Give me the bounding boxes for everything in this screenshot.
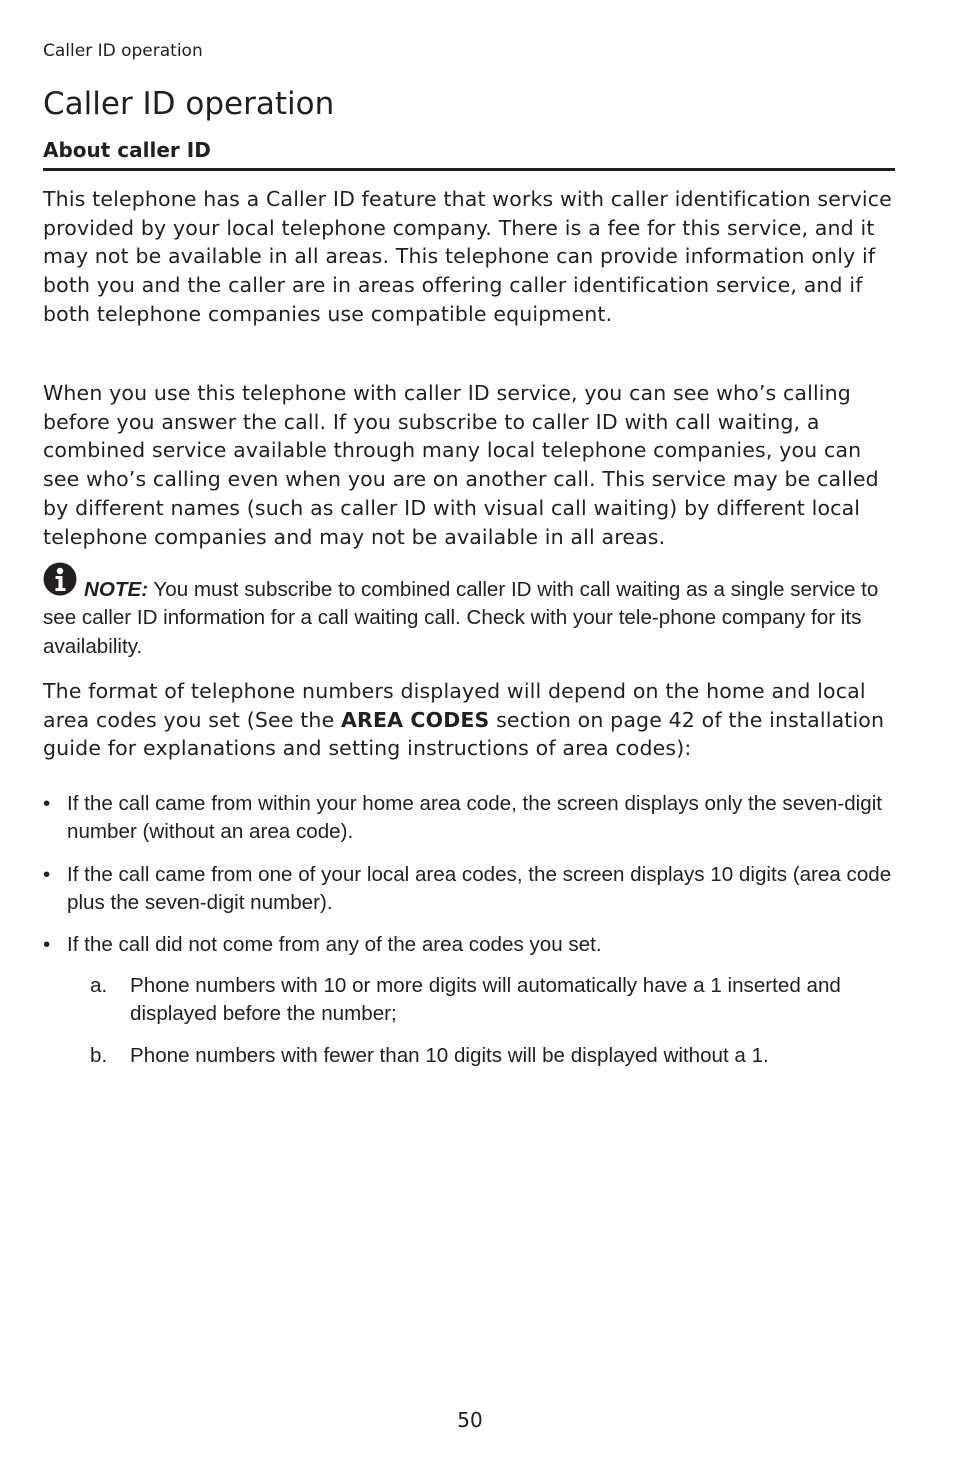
running-header: Caller ID operation	[43, 41, 203, 61]
bullet-text: If the call came from one of your local area codes, the screen displays 10 digits (area code plus the seven-digit number).	[67, 863, 892, 914]
sub-item-text: Phone numbers with fewer than 10 digits will be displayed without a 1.	[130, 1044, 769, 1067]
page-title: Caller ID operation	[43, 86, 335, 122]
sub-item-text: Phone numbers with 10 or more digits will automatically have a 1 inserted and displayed before the number;	[130, 974, 841, 1025]
section-heading: About caller ID	[43, 138, 211, 162]
format-text-end: section on page 42 of the installation guide for explanations and setting instructions of area codes):	[43, 707, 885, 761]
bullet-marker: •	[43, 792, 51, 815]
intro-paragraph: This telephone has a Caller ID feature that works with caller identification service provided by your local telephone company. There is a fee for this service, and it may not be available in all areas. This telephone can provide information only if both you and the caller are in areas offering caller identification service, and if both telephone companies use compatible equipment.	[43, 187, 892, 326]
area-codes-reference: AREA CODES	[341, 707, 490, 732]
note-paragraph	[43, 576, 903, 661]
bullet-marker: •	[43, 933, 51, 956]
page-number: 50	[457, 1408, 483, 1432]
format-text-start: The format of telephone numbers displayed will depend on the home and local area codes you set (See the	[43, 679, 866, 732]
note-label: NOTE:	[84, 578, 149, 601]
format-paragraph	[43, 677, 895, 763]
note-text: You must subscribe to combined caller ID with call waiting as a single service to see caller ID information for a call waiting call. Check with your tele-phone company for its availability.	[43, 578, 879, 658]
sub-item-marker: b.	[90, 1044, 108, 1067]
bullet-text: If the call did not come from any of the area codes you set.	[67, 933, 602, 956]
sub-item-marker: a.	[90, 974, 108, 997]
bullet-marker: •	[43, 863, 51, 886]
call-waiting-paragraph: When you use this telephone with caller ID service, you can see who’s calling before you answer the call. If you subscribe to caller ID with call waiting, a combined service available through many local telephone companies, you can see who’s calling even when you are on another call. This service may be called by different names (such as caller ID with visual call waiting) by different local telephone companies and may not be available in all areas.	[43, 381, 879, 549]
bullet-text: If the call came from within your home area code, the screen displays only the seven-digit number (without an area code).	[67, 792, 883, 843]
section-divider	[43, 168, 895, 171]
